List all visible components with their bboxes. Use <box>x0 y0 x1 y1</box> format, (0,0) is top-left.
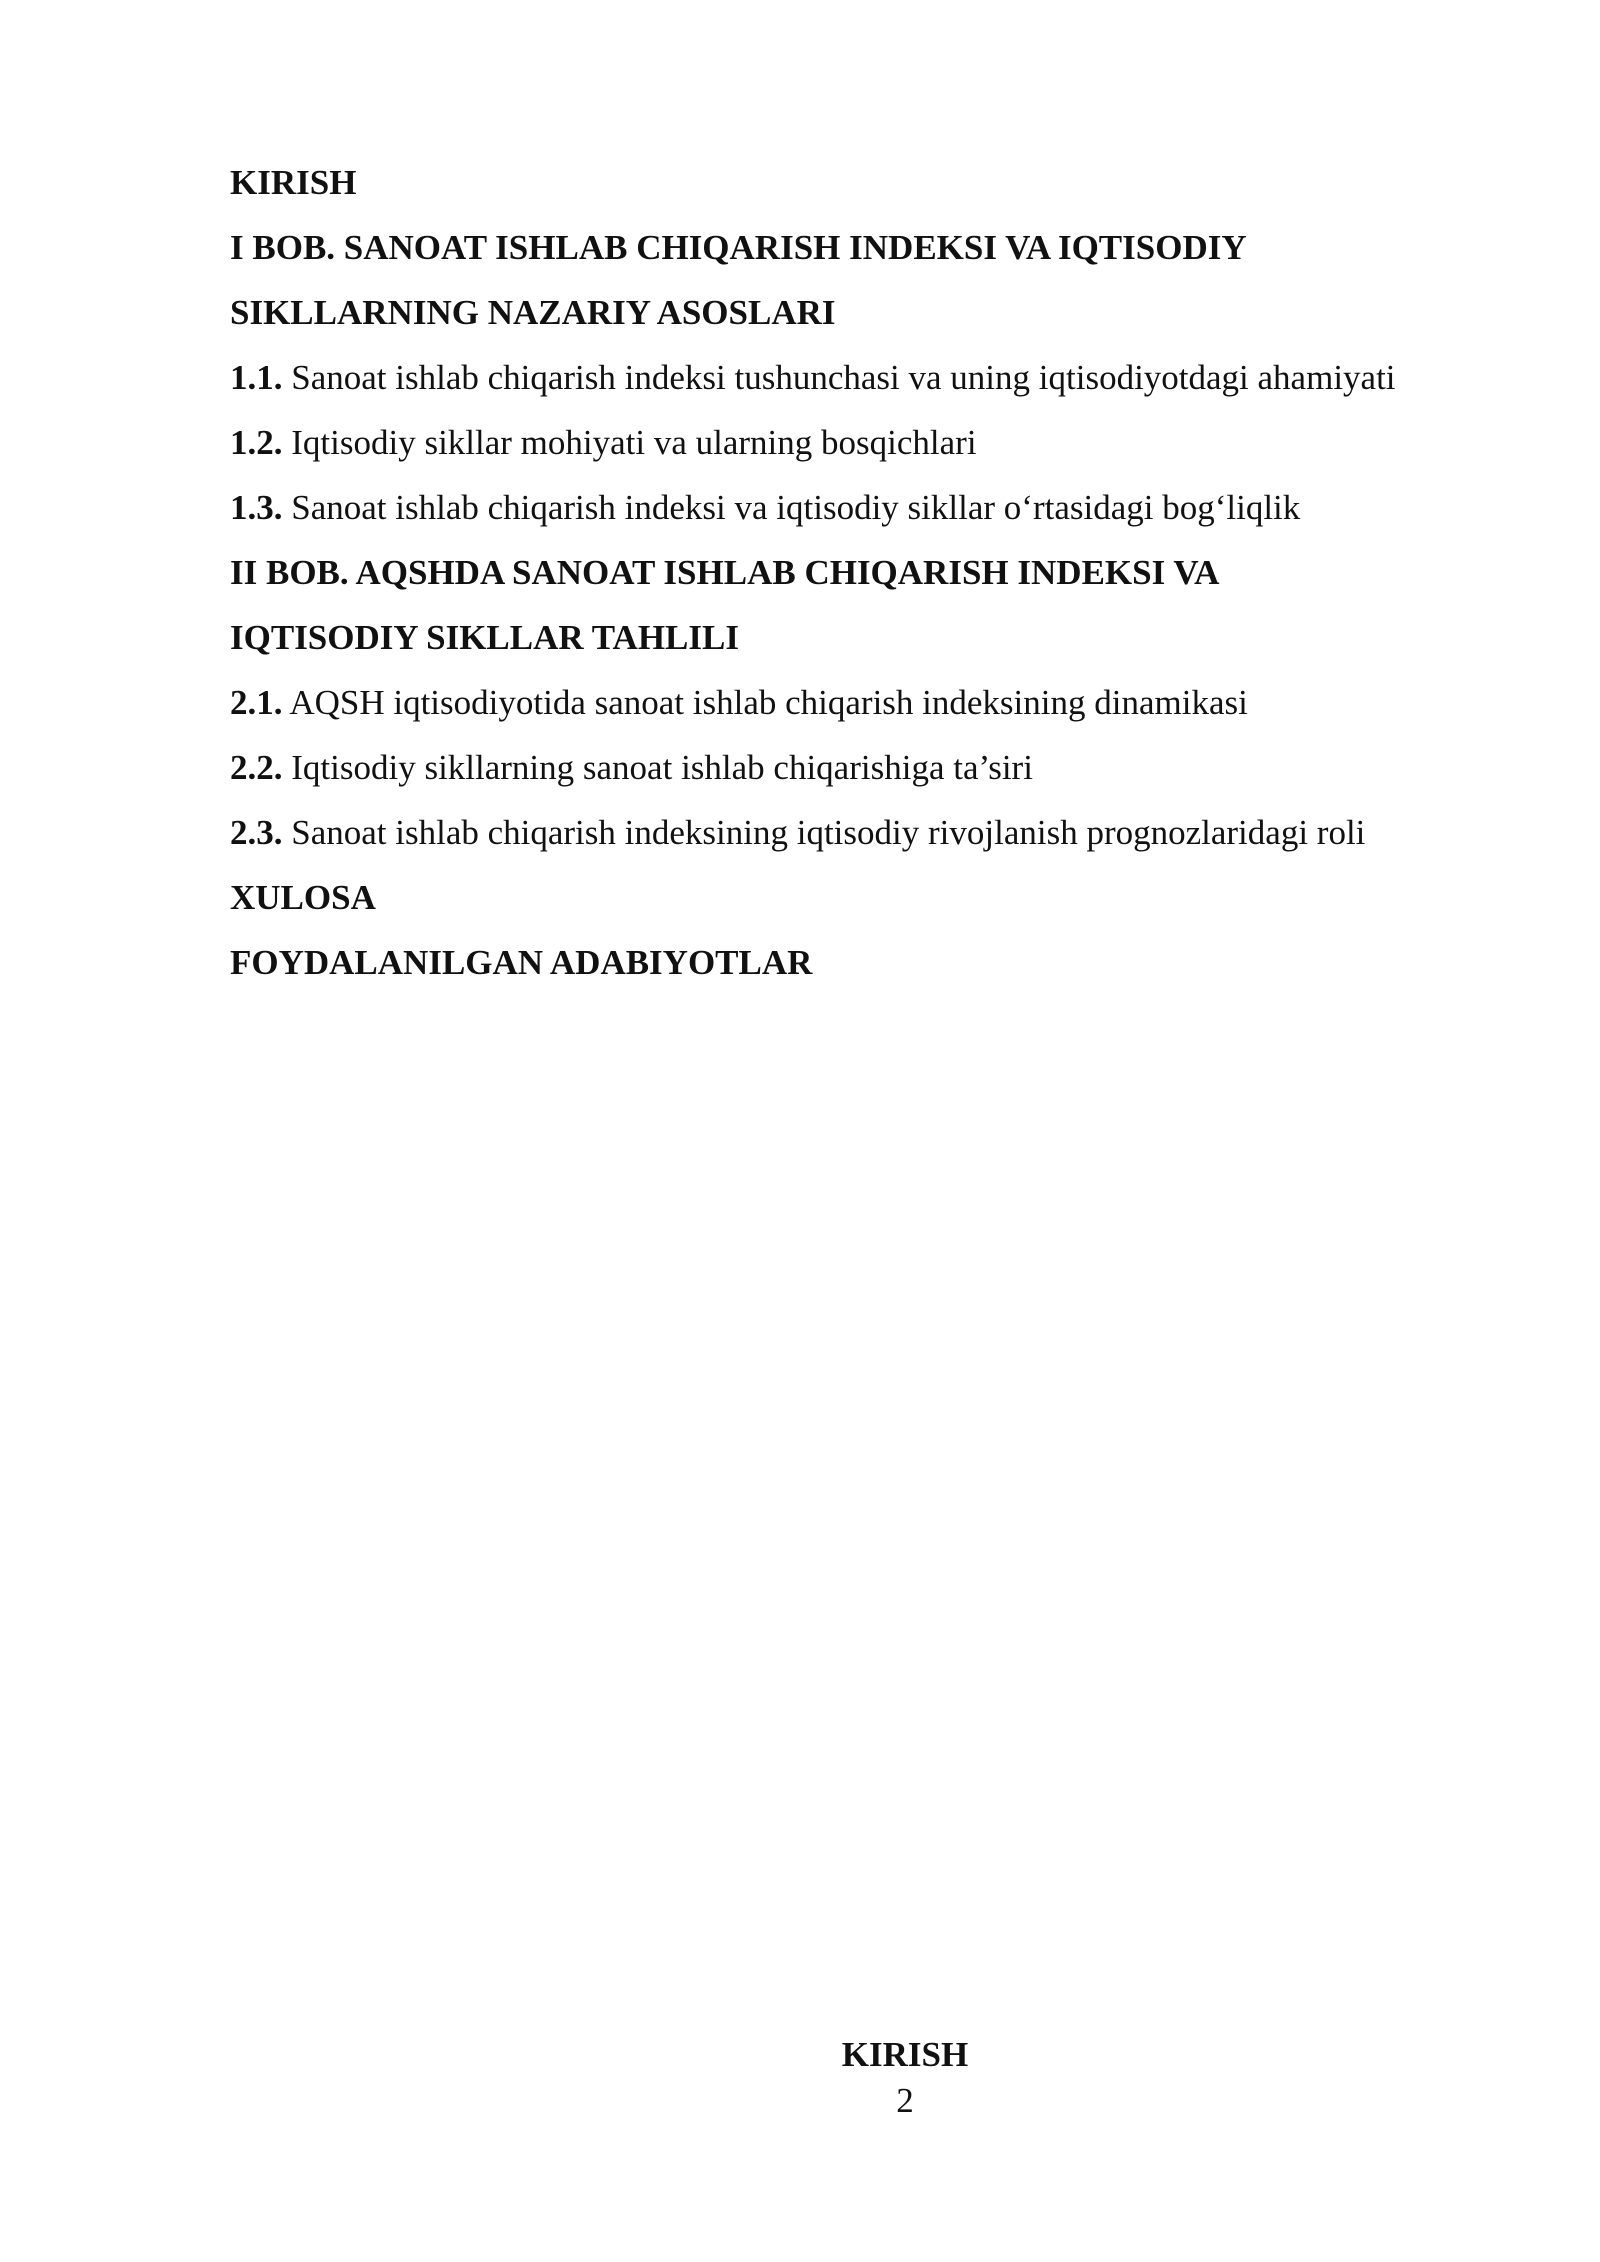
toc-section-number: 2.2. <box>230 748 283 787</box>
toc-section-1-2 <box>230 410 1530 475</box>
footer-section-title: KIRISH <box>841 2035 969 2074</box>
toc-section-text: Iqtisodiy sikllarning sanoat ishlab chiqarishiga ta’siri <box>282 748 1033 787</box>
toc-chapter2-title-line1: II BOB. AQSHDA SANOAT ISHLAB CHIQARISH INDEKSI VA <box>230 553 1220 592</box>
toc-section-text: AQSH iqtisodiyotida sanoat ishlab chiqarish indeksining dinamikasi <box>282 683 1248 722</box>
table-of-contents <box>230 150 1530 995</box>
page-number: 2 <box>896 2081 914 2120</box>
toc-section-number: 1.3. <box>230 488 283 527</box>
toc-section-number: 1.2. <box>230 423 283 462</box>
toc-section-number: 2.1. <box>230 683 283 722</box>
toc-section-text: Sanoat ishlab chiqarish indeksi tushunchasi va uning iqtisodiyotdagi ahamiyati <box>282 358 1396 397</box>
toc-references: FOYDALANILGAN ADABIYOTLAR <box>230 943 813 982</box>
toc-section-2-2 <box>230 735 1530 800</box>
toc-section-2-3 <box>230 800 1530 865</box>
page-footer <box>0 2032 1600 2124</box>
toc-section-2-1 <box>230 670 1530 735</box>
toc-section-text: Iqtisodiy sikllar mohiyati va ularning bosqichlari <box>282 423 977 462</box>
toc-section-number: 2.3. <box>230 813 283 852</box>
toc-section-1-1 <box>230 345 1530 410</box>
toc-section-1-3 <box>230 475 1530 540</box>
toc-section-text: Sanoat ishlab chiqarish indeksining iqtisodiy rivojlanish prognozlaridagi roli <box>282 813 1366 852</box>
toc-section-text: Sanoat ishlab chiqarish indeksi va iqtisodiy sikllar o‘rtasidagi bog‘liqlik <box>282 488 1301 527</box>
toc-chapter1-title-line2: SIKLLARNING NAZARIY ASOSLARI <box>230 293 836 332</box>
toc-conclusion: XULOSA <box>230 878 376 917</box>
toc-chapter2-title-line2: IQTISODIY SIKLLAR TAHLILI <box>230 618 739 657</box>
toc-intro: KIRISH <box>230 163 357 202</box>
toc-section-number: 1.1. <box>230 358 283 397</box>
toc-chapter1-title-line1: I BOB. SANOAT ISHLAB CHIQARISH INDEKSI VA IQTISODIY <box>230 228 1247 267</box>
